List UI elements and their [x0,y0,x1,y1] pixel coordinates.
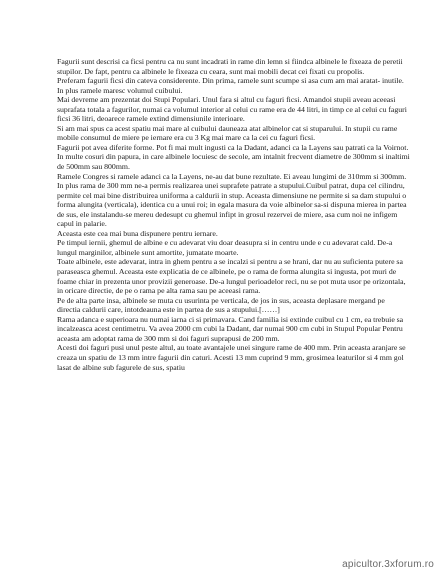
paragraph: Mai devreme am prezentat doi Stupi Populari. Unul fara si altul cu faguri ficsi. Amandoi stupii aveau aceeasi suprafata totala a fagurilor, numai ca volumul interior al celui cu rame era de 44 litri, in timp ce al celui cu faguri ficsi 36 litri, deoarece ramele extind dimensiunile interioare. [57,95,407,124]
paragraph: Pe timpul iernii, ghemul de albine e cu adevarat viu doar deasupra si in centru unde e cu adevarat cald. De-a lungul marginilor, albinele sunt amortite, jumatate moarte. [57,238,393,257]
paragraph: Toate albinele, este adevarat, intra in ghem pentru a se incalzi si pentru a se hrani, dar nu au suficienta putere sa paraseasca ghemul. Aceasta este explicatia de ce albinele, pe o rama de forma alungita si ingusta, pot muri de foame chiar in prezenta unor provizii generoase. De-a lungul perioadelor reci, nu se pot muta usor pe orizontala, in oricare directie, de pe o rama pe alta rama sau pe aceeasi rama. [57,257,406,296]
paragraph: Pe de alta parte insa, albinele se muta cu usurinta pe verticala, de jos in sus, aceasta deplasare mergand pe directia caldurii care, intotdeauna este in partea de sus a stupului.[……] [57,295,385,315]
paragraph: Rama adanca e superioara nu numai iarna ci si primavara. Cand familia isi extinde cuibul cu 1 cm, ea trebuie sa incalzeasca acest centimetru. Va avea 2000 cm cubi la Dadant, dar numai 900 cm cubi in Stupul Popular Pentru aceasta am adoptat rama de 300 mm si doi faguri suprapusi de 200 mm. [57,314,404,343]
paragraph: Si am mai spus ca acest spatiu mai mare al cuibului dauneaza atat albinelor cat si stuparului. In stupii cu rame mobile consumul de miere pe iernare era cu 3 Kg mai mare ca la cei cu faguri ficsi. [57,123,398,143]
paragraph: Fagurii pot avea diferite forme. Pot fi mai mult ingusti ca la Dadant, adanci ca la Layens sau patrati ca la Voirnot. [57,142,409,152]
paragraph: Preferam fagurii ficsi din cateva considerente. Din prima, ramele sunt scumpe si asa cum am mai aratat- inutile. In plus ramele maresc volumul cuibului. [57,76,404,95]
paragraph: In multe cosuri din papura, in care albinele locuiesc de secole, am intalnit frecvent diametre de 300mm si inaltimi de 500mm sau 800mm. [57,152,410,172]
site-watermark: apicultor.3xforum.ro [342,559,434,570]
body-text [57,57,410,372]
paragraph: Fagurii sunt descrisi ca ficsi pentru ca nu sunt incadrati in rame din lemn si fiindca albinele le fixeaza de peretii stupilor. De fapt, pentru ca albinele le fixeaza cu ceara, sunt mai mobili decat cei fixati cu propolis. [57,57,403,76]
paragraph: Ramele Congres si ramele adanci ca la Layens, ne-au dat bune rezultate. Ei aveau lungimi de 310mm si 300mm. In plus rama de 300 mm ne-a permis realizarea unei suprafete patrate a stupului.Cuibul patrat, dupa cel cilindru, permite cel mai bine distribuirea uniforma a caldurii in stup. Aceasta dimensiune ne permite si sa dam stupului o forma alungita (verticala), identica cu a unui roi; in egala masura da voie albinelor sa-si dispuna mierea in partea de sus, ele instalandu-se mereu dedesupt cu ghemul infipt in grosul rezervei de miere, asa cum noi ne infigem capul in palarie. [57,171,407,229]
paragraph: Acesti doi faguri pusi unul peste altul, au toate avantajele unei singure rame de 400 mm. Prin aceasta aranjare se creaza un spatiu de 13 mm intre fagurii din caturi. Acesti 13 mm cuprind 9 mm, grosimea leaturilor si 4 mm gol lasat de albine sub fagurele de sus, spatiu [57,343,406,372]
paragraph: Aceasta este cea mai buna dispunere pentru iernare. [57,228,218,238]
